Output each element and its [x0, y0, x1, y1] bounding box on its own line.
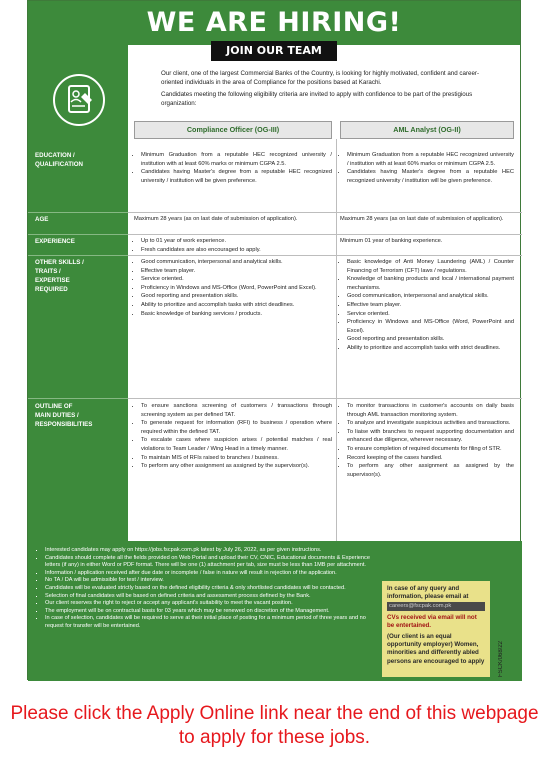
- compliance-officer-cell: • Minimum Graduation from a reputable HEC recognized university / institution with at least 60% marks or minimum CGPA 2.5. • Candidates having Master's degree from a reputable HEC recognized university / institution will be given preference.: [134, 151, 332, 185]
- compliance-officer-cell: Maximum 28 years (as on last date of submission of application).: [134, 216, 298, 222]
- poster-title: WE ARE HIRING!: [28, 1, 520, 45]
- row-divider: [28, 234, 128, 235]
- compliance-officer-cell: • To ensure sanctions screening of customers / transactions through screening system as per defined TAT. • To generate request for information (RFI) to business / operation where required within the defined TAT. • To escalate cases where suspicion arises / potential matches / real violations to Team Leader / Wing Head in a timely manner. • To maintain MIS of RFIs raised to branches / business. • To perform any other assignment as assigned by the supervisor(s).: [134, 402, 332, 471]
- aml-analyst-cell: • Minimum Graduation from a reputable HEC recognized university / institution with at least 60% marks or minimum CGPA 2.5. • Candidates having Master's degree from a reputable HEC recognized university / institution will be given preference.: [340, 151, 514, 185]
- row-label: EXPERIENCE: [35, 238, 75, 245]
- aml-analyst-cell: Maximum 28 years (as on last date of submission of application).: [340, 216, 504, 222]
- job-application-icon: [52, 73, 106, 127]
- instruction-item: ▪ Candidates should complete all the fields provided on Web Portal and upload their CV, CNIC, Educational documents & Experience letters (if any) in either Word or PDF format. There will be one (1) attachment per tab, size must be less than 1MB per attachment.: [45, 555, 377, 570]
- aml-analyst-cell: • To monitor transactions in customer's accounts on daily basis through AML transaction monitoring system. • To analyze and investigate suspicious activities and transactions. • To liaise with branches to request supporting documentation and enhanced due diligence, wherever necessary. • To ensure completion of required documents for filing of STR. • Record keeping of the cases handled. • To perform any other assignment as assigned by the supervisor(s).: [340, 402, 514, 479]
- row-divider: [28, 398, 128, 399]
- instruction-item: ▪ Information / application received after due date or incomplete / false in nature will result in rejection of the application.: [45, 570, 377, 578]
- equal-opportunity-note: (Our client is an equal opportunity employer) Women, minorities and differently abled persons are encouraged to apply: [387, 633, 485, 665]
- compliance-officer-cell: • Up to 01 year of work experience. • Fresh candidates are also encouraged to apply.: [134, 237, 332, 254]
- aml-analyst-cell: • Basic knowledge of Anti Money Laundering (AML) / Counter Financing of Terrorism (CFT) laws / regulations. • Knowledge of banking products and local / international payment mechanisms. • Good communication, interpersonal and analytical skills. • Effective team player. • Service oriented. • Proficiency in Windows and MS-Office (Word, PowerPoint and Excel). • Good reporting and presentation skills. • Ability to prioritize and accomplish tasks with strict deadlines.: [340, 258, 514, 353]
- row-divider: [128, 234, 522, 235]
- aml-analyst-cell: Minimum 01 year of banking experience.: [340, 238, 443, 244]
- reference-code: FSCK/068/22: [498, 640, 504, 677]
- row-label: AGE: [35, 216, 49, 223]
- instruction-item: ▪ Our client reserves the right to reject or accept any applicant's suitability to meet the vacant position.: [45, 600, 377, 608]
- instruction-item: ▪ No TA / DA will be admissible for test / interview.: [45, 577, 377, 585]
- intro-paragraph: Our client, one of the largest Commercial Banks of the Country, is looking for highly motivated, confident and career-oriented individuals in the area of Compliance for the positions based at Karachi.: [161, 70, 480, 86]
- compliance-officer-cell: • Good communication, interpersonal and analytical skills. • Effective team player. • Service oriented. • Proficiency in Windows and MS-Office (Word, PowerPoint and Excel). • Good reporting and presentation skills. • Ability to prioritize and accomplish tasks with strict deadlines. • Basic knowledge of banking services / products.: [134, 258, 332, 318]
- instruction-item: ▪ Selection of final candidates will be based on defined criteria and assessment process defined by the Bank.: [45, 593, 377, 601]
- contact-email[interactable]: careers@fscpak.com.pk: [387, 602, 485, 610]
- row-divider: [128, 255, 522, 256]
- instruction-item: ▪ Interested candidates may apply on https://jobs.fscpak.com.pk latest by July 26, 2022, as per given instructions.: [45, 547, 377, 555]
- instructions-list: [37, 547, 377, 631]
- column-header-aml-analyst: AML Analyst (OG-II): [340, 121, 514, 139]
- contact-box: [382, 581, 490, 677]
- instructions-panel: [28, 541, 522, 681]
- join-our-team-banner: JOIN OUR TEAM: [211, 41, 337, 61]
- row-divider: [28, 212, 128, 213]
- row-label: EDUCATION / QUALIFICATION: [35, 152, 84, 168]
- row-divider: [128, 212, 522, 213]
- job-advert-poster: [27, 0, 521, 680]
- query-text: In case of any query and information, please email at careers@fscpak.com.pk: [387, 585, 485, 611]
- column-header-compliance-officer: Compliance Officer (OG-III): [134, 121, 332, 139]
- intro-paragraph: Candidates meeting the following eligibility criteria are invited to apply with confidence to be part of the prestigious organization:: [161, 91, 473, 107]
- instruction-item: ▪ The employment will be on contractual basis for 03 years which may be renewed on discretion of the Management.: [45, 608, 377, 616]
- row-divider: [28, 255, 128, 256]
- row-label: OUTLINE OF MAIN DUTIES / RESPONSIBILITIES: [35, 403, 93, 428]
- row-divider: [128, 398, 522, 399]
- intro-text: [161, 69, 501, 111]
- instruction-item: ▪ In case of selection, candidates will be required to serve at their initial place of posting for a minimum period of three years and no request for transfer will be entertained.: [45, 615, 377, 630]
- instruction-item: ▪ Candidates will be evaluated strictly based on the defined eligibility criteria & only shortlisted candidates will be contacted.: [45, 585, 377, 593]
- cv-note: CVs received via email will not be entertained.: [387, 613, 477, 629]
- apply-online-notice: Please click the Apply Online link near the end of this webpage to apply for these jobs.: [10, 703, 539, 748]
- row-label: OTHER SKILLS / TRAITS / EXPERTISE REQUIRED: [35, 259, 84, 293]
